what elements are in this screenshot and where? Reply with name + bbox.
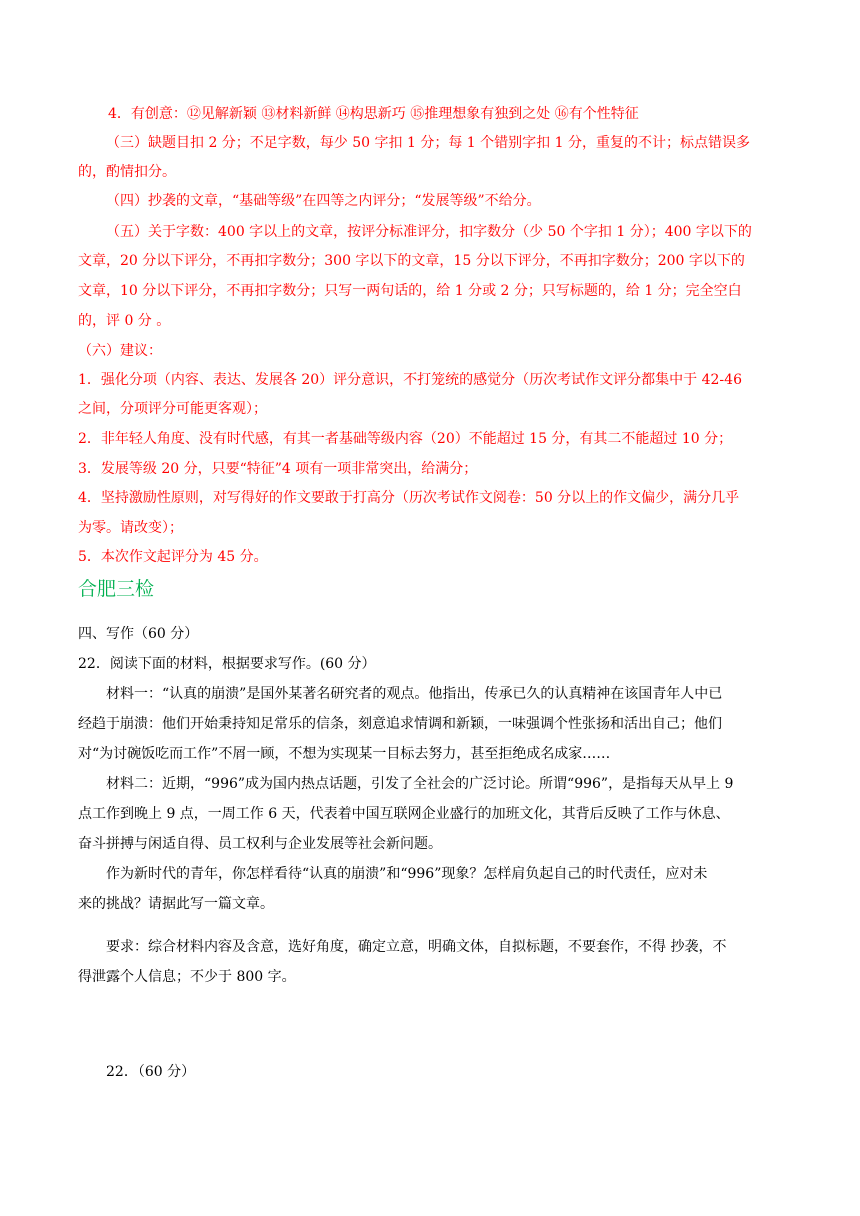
suggestion-1-line-2: 之间，分项评分可能更客观）； — [78, 401, 267, 417]
requirements-line-2: 得泄露个人信息；不少于 800 字。 — [78, 969, 296, 985]
suggestions-heading: （六）建议： — [78, 343, 162, 359]
material-2-line-1: 材料二：近期，“996”成为国内热点话题，引发了全社会的广泛讨论。所谓“996”，是指每天从早上 9 — [106, 776, 734, 792]
material-2-line-2: 点工作到晚上 9 点，一周工作 6 天，代表着中国互联网企业盛行的加班文化，其背后反映了工作与休息、 — [78, 806, 730, 822]
deduction-rule-3-line-2: 的，酌情扣分。 — [78, 164, 176, 180]
word-count-rule-line-2: 文章，20 分以下评分，不再扣字数分；300 字以下的文章，15 分以下评分，不再扣字数分；200 字以下的 — [78, 253, 745, 269]
task-line-1: 作为新时代的青年，你怎样看待“认真的崩溃”和“996”现象？怎样肩负起自己的时代责任，应对未 — [106, 866, 708, 882]
criteria-creativity-line: 4．有创意：⑫见解新颖 ⑬材料新鲜 ⑭构思新巧 ⑮推理想象有独到之处 ⑯有个性特征 — [108, 106, 639, 122]
task-line-2: 来的挑战？请据此写一篇文章。 — [78, 896, 274, 912]
question-22-prompt: 22．阅读下面的材料，根据要求写作。(60 分） — [78, 656, 376, 672]
writing-section-title: 四、写作（60 分） — [78, 626, 199, 642]
suggestion-2-line: 2．非年轻人角度、没有时代感，有其一者基础等级内容（20）不能超过 15 分，有其二不能超过 10 分； — [78, 431, 733, 447]
deduction-rule-3-line-1: （三）缺题目扣 2 分；不足字数，每少 50 字扣 1 分；每 1 个错别字扣 1 分，重复的不计；标点错误多 — [106, 135, 750, 151]
material-1-line-2: 经趋于崩溃：他们开始秉持知足常乐的信条，刻意追求情调和新颖，一味强调个性张扬和活出自己；他们 — [78, 716, 722, 732]
deduction-rule-4-line: （四）抄袭的文章，“基础等级”在四等之内评分；“发展等级”不给分。 — [106, 193, 541, 209]
word-count-rule-line-1: （五）关于字数：400 字以上的文章，按评分标准评分，扣字数分（少 50 个字扣 1 分）；400 字以下的 — [106, 224, 752, 240]
word-count-rule-line-4: 的，评 0 分 。 — [78, 313, 171, 329]
suggestion-3-line: 3．发展等级 20 分，只要“特征”4 项有一项非常突出，给满分； — [78, 461, 478, 477]
section-heading: 合肥三检 — [78, 578, 155, 600]
material-1-line-1: 材料一：“认真的崩溃”是国外某著名研究者的观点。他指出，传承已久的认真精神在该国青年人中已 — [106, 686, 723, 702]
question-22-answer-label: 22．（60 分） — [106, 1064, 196, 1080]
word-count-rule-line-3: 文章，10 分以下评分，不再扣字数分；只写一两句话的，给 1 分或 2 分；只写标题的，给 1 分；完全空白 — [78, 283, 742, 299]
suggestion-1-line-1: 1．强化分项（内容、表达、发展各 20）评分意识，不打笼统的感觉分（历次考试作文评分都集中于 42-46 — [78, 372, 742, 388]
suggestion-4-line-2: 为零。请改变）； — [78, 520, 183, 536]
requirements-line-1: 要求：综合材料内容及含意，选好角度，确定立意，明确文体，自拟标题，不要套作，不得 抄袭，不 — [106, 939, 727, 955]
material-2-line-3: 奋斗拼搏与闲适自得、员工权利与企业发展等社会新问题。 — [78, 836, 442, 852]
suggestion-5-line: 5．本次作文起评分为 45 分。 — [78, 549, 268, 565]
material-1-line-3: 对“为讨碗饭吃而工作”不屑一顾，不想为实现某一目标去努力，甚至拒绝成名成家…… — [78, 746, 611, 762]
suggestion-4-line-1: 4．坚持激励性原则，对写得好的作文要敢于打高分（历次考试作文阅卷：50 分以上的作文偏少，满分几乎 — [78, 490, 740, 506]
